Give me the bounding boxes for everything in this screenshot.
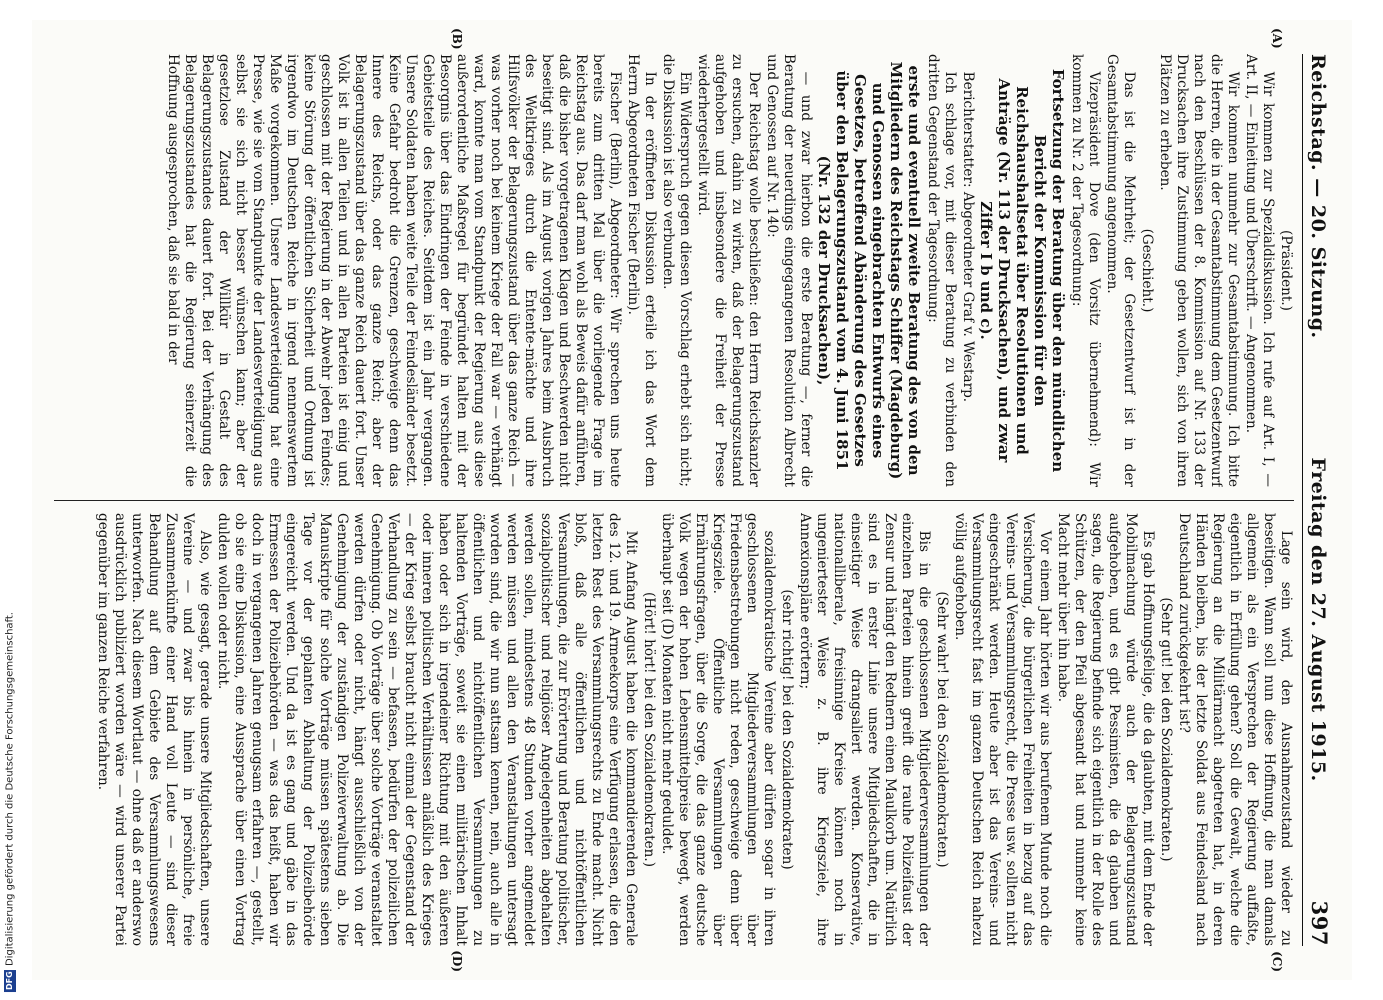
right-column-paragraph: (Sehr gut! bei den Sozialdemokraten.) — [1157, 597, 1174, 862]
credit-text: Digitalisierung gefördert durch die Deutsche Forschungsgemeinschaft. — [4, 611, 16, 966]
left-column — [54, 54, 1294, 487]
page-number: 397 — [1306, 900, 1332, 946]
text-columns — [54, 28, 1294, 972]
right-column-paragraph: Also, wie gesagt, gerade unsere Mitgliedschaften, unsere Vereine — und zwar bis hinein in persönliche, freie Zusammenkünfte einer Hand voll Leute — sind dieser Behandlung auf dem Gebiete des Versammlungswesens unterworfen. Nach diesem Wortlaut — ohne daß er anderswo ausdrücklich publiziert worden wäre — wird unserer Partei gegenüber im ganzen Reiche verfahren. — [94, 513, 213, 946]
left-column-paragraph: erste und eventuell zweite Beratung des von den Mitgliedern des Reichstags Schiffer (Magdeburg) und Genossen eingebrachten Entwurfs eines Gesetzes, betreffend Abänderung des Gesetzes über den Belagerungszustand vom 4. Juni 1851 (Nr. 132 der Drucksachen), — [814, 61, 923, 480]
right-column — [54, 513, 1294, 946]
left-column-paragraph: Ein Widerspruch gegen diesen Vorschlag erhebt sich nicht; die Diskussion ist also verbunden. — [659, 54, 693, 487]
right-column-paragraph: Vor einem Jahr hörten wir aus berufenem Munde noch die Versicherung, die bürgerlichen Freiheiten in bezug auf das Vereins- und Versammlungsrecht, die Presse usw. sollten nicht eingeschränkt werden. Heute aber ist das Vereins- und Versammlungsrecht fast im ganzen Deutschen Reich nahezu völlig aufgehoben. — [951, 513, 1053, 946]
left-column-paragraph: Fischer (Berlin), Abgeordneter: Wir sprechen uns heute bereits zum dritten Mal über die vorliegende Frage im Reichstag aus. Das darf man wohl als Beweis dafür anführen, daß die bisher vorgetragenen Klagen und Beschwerden nicht beseitigt sind. Als im August vorigen Jahres beim Ausbruch des Weltkrieges durch die Entente-mächte und ihre Hilfsvölker der Belagerungszustand über das ganze Reich — was vorher noch bei keinem Kriege der Fall war — verhängt ward, konnte man vom Standpunkt der Regierung aus diese außerordentliche Maßregel für begründet halten mit der Besorgnis über das Eindringen der Feinde in verschiedene Gebietsteile des Reiches. Seitdem ist ein Jahr vergangen. Unsere Soldaten haben weite Teile der Feindesländer besetzt. Keine Gefahr bedroht die Grenzen, geschweige denn das Innere des Reichs, oder das ganze Reich; aber der Belagerungszustand über das ganze Reich dauert fort. Unser Volk ist in allen Teilen und in allen Parteien ist einig und geschlossen mit der Regierung in der Abwehr jeden Feindes; keine Störung der öffentlichen Sicherheit und Ordnung ist irgendwo im Deutschen Reiche in irgend nennenswertem Maße vorgekommen. Unsere Landesverteidigung hat eine Presse, wie sie vom Standpunkte der Landesverteidigung aus selbst sie sich nicht besser wünschen kann; aber der gesetzlose Zustand der Willkür in Gestalt des Belagerungszustandes dauert fort. Bei der Verhängung des Belagerungszustandes hat die Regierung seinerzeit die Hoffnung ausgesprochen, daß sie bald in der — [164, 54, 623, 487]
left-column-paragraph: Wir kommen nunmehr zur Gesamtabstimmung. Ich bitte die Herren, die in der Gesamtabstimmung dem Gesetzentwurf nach den Beschlüssen der 8. Kommission auf Nr. 133 der Drucksachen ihre Zustimmung geben wollen, sich von ihren Plätzen zu erheben. — [1156, 54, 1241, 487]
right-column-paragraph: Bis in die geschlossenen Mitgliederversammlungen der einzelnen Parteien hinein greift die rauhe Polizeifaust der Zensur und hängt den Rednern einen Maulkorb um. Natürlich sind es in erster Linie unsere Mitgliedschaften, die in einseitiger Weise drangsaliert werden. Konservative, nationalliberale, freisinnige Kreise können noch in ungeniertester Weise z. B. ihre Kriegsziele, ihre Annexionspläne erörtern; — [796, 513, 932, 946]
header-title: Reichstag. — 20. Sitzung. — [1306, 54, 1329, 339]
right-column-paragraph: sozialdemokratische Vereine aber dürfen sogar in ihren geschlossenen Mitgliederversammlungen über Friedensbestrebungen nicht reden, geschweige denn über Kriegsziele. Öffentliche Versammlungen über Ernährungsfragen, über die Sorge, die das ganze deutsche Volk wegen der hohen Lebensmittelpreise bewegt, werden überhaupt seit (D) Monaten nicht mehr geduldet. — [658, 513, 777, 946]
right-column-paragraph: Mit Anfang August haben die kommandierenden Generale des 12. und 19. Armeekorps eine Verfügung erlassen, die den letzten Rest des Versammlungsrechts zu Ende macht. Nicht bloß, daß alle öffentlichen und nichtöffentlichen Versammlungen, die zur Erörterung und Beratung politischer, sozialpolitischer und religiöser Angelegenheiten abgehalten werden sollen, mindestens 48 Stunden vorher angemeldet werden müssen und allen den Veranstaltungen untersagt worden sind, die wir nun sattsam kennen, nein, auch alle in öffentlichen und nichtöffentlichen Versammlungen zu haltenden Vorträge, soweit sie einen militärischen Inhalt haben oder sich in irgendeiner Richtung mit den äußeren oder inneren politischen Verhältnissen anläßlich des Krieges — der Krieg selbst braucht nicht einmal der Gegenstand der Verhandlung zu sein — befassen, bedürfen der polizeilichen Genehmigung. Ob Vorträge über solche Vorträge veranstaltet werden dürfen oder nicht, hängt ausschließlich von der Genehmigung der zuständigen Polizeiverwaltung ab. Die Manuskripte für solche Vorträge müssen spätestens sieben Tage vor der geplanten Abhaltung der Polizeibehörde eingereicht werden. Und da ist es gang und gäbe in das Ermessen der Polizeibehörden — was das heißt, haben wir doch in vergangenen Jahren genugsam erfahren —, gestellt, ob sie eine Diskussion, eine Aussprache über einen Vortrag dulden wollen oder nicht. — [214, 513, 639, 946]
right-column-paragraph: (Hört! hört! bei den Sozialdemokraten.) — [640, 591, 657, 867]
left-column-paragraph: Fortsetzung der Beratung über den mündlichen Bericht der Kommission für den Reichshaushaltsetat über Resolutionen und Anträge (Nr. 113 der Drucksachen), und zwar Ziffer I b und c). — [976, 68, 1067, 473]
left-column-paragraph: Berichterstatter: Abgeordneter Graf v. Westarp. — [959, 71, 976, 403]
left-column-paragraph: Das ist die Mehrheit; der Gesetzentwurf ist in der Gesamtabstimmung angenommen. — [1103, 54, 1137, 487]
header-date: Freitag den 27. August 1915. — [1306, 457, 1329, 782]
left-column-paragraph: (Präsident.) — [1277, 230, 1294, 311]
header-left — [1307, 54, 1329, 339]
margin-mark-c: (C) — [1269, 951, 1284, 972]
left-column-paragraph: (Geschieht.) — [1138, 228, 1155, 313]
left-column-paragraph: Vizepräsident Dove (den Vorsitz übernehmend): Wir kommen zu Nr. 2 der Tagesordnung: — [1068, 54, 1102, 487]
left-column-paragraph: Wir kommen zur Spezialdiskussion. Ich rufe auf Art. I, — Art. II, — Einleitung und Überschrift. — Angenommen. — [1242, 54, 1276, 487]
left-column-paragraph: — und zwar hierbon die erste Beratung —, ferner die Beratung der neuerdings eingegangenen Resolution Albrecht und Genossen auf Nr. 140: — [763, 54, 814, 487]
right-column-paragraph: Es gab Hoffnungsfelige, die da glaubten, mit dem Ende der Mobilmachung würde auch der Belagerungszustand aufgehoben, und es gibt Pessimisten, die da glauben und sagen, die Regierung befinde sich eigentlich in der Rolle des Schützen, der den Pfeil abgesandt hat und nunmehr keine Macht mehr über ihn habe. — [1054, 513, 1156, 946]
margin-mark-d: (D) — [449, 950, 464, 972]
right-column-paragraph: (sehr richtig! bei den Sozialdemokraten) — [778, 589, 795, 870]
margin-mark-a: (A) — [1269, 28, 1284, 49]
right-column-paragraph: (Sehr wahr! bei den Sozialdemokraten.) — [933, 591, 950, 868]
margin-mark-b: (B) — [449, 28, 464, 50]
page-header — [1302, 54, 1332, 946]
column-divider — [54, 500, 1294, 501]
dfg-logo-icon: DFG — [5, 971, 14, 991]
left-column-paragraph: Ich schlage vor, mit dieser Beratung zu verbinden den dritten Gegenstand der Tagesordnung: — [924, 54, 958, 487]
right-column-paragraph: Lage sein wird, den Ausnahmezustand wieder zu beseitigen. Wann soll nun diese Hoffnung, die man damals allgemein als ein Versprechen der Regierung auffaßte, eigentlich in Erfüllung gehen? Soll die Gewalt, welche die Regierung an die Militärmacht abgetreten hat, in deren Händen bleiben, bis der letzte Soldat aus Feindesland nach Deutschland zurückgekehrt ist? — [1175, 513, 1294, 946]
scanned-page — [32, 20, 1352, 980]
left-column-paragraph: Der Reichstag wolle beschließen: den Herrn Reichskanzler zu ersuchen, dahin zu wirken, daß der Belagerungszustand aufgehoben und insbesondere die Freiheit der Presse wiederhergestellt wird. — [694, 54, 762, 487]
left-column-paragraph: In der eröffneten Diskussion erteile ich das Wort dem Herrn Abgeordneten Fischer (Berlin). — [624, 54, 658, 487]
digitization-credit — [4, 612, 16, 992]
